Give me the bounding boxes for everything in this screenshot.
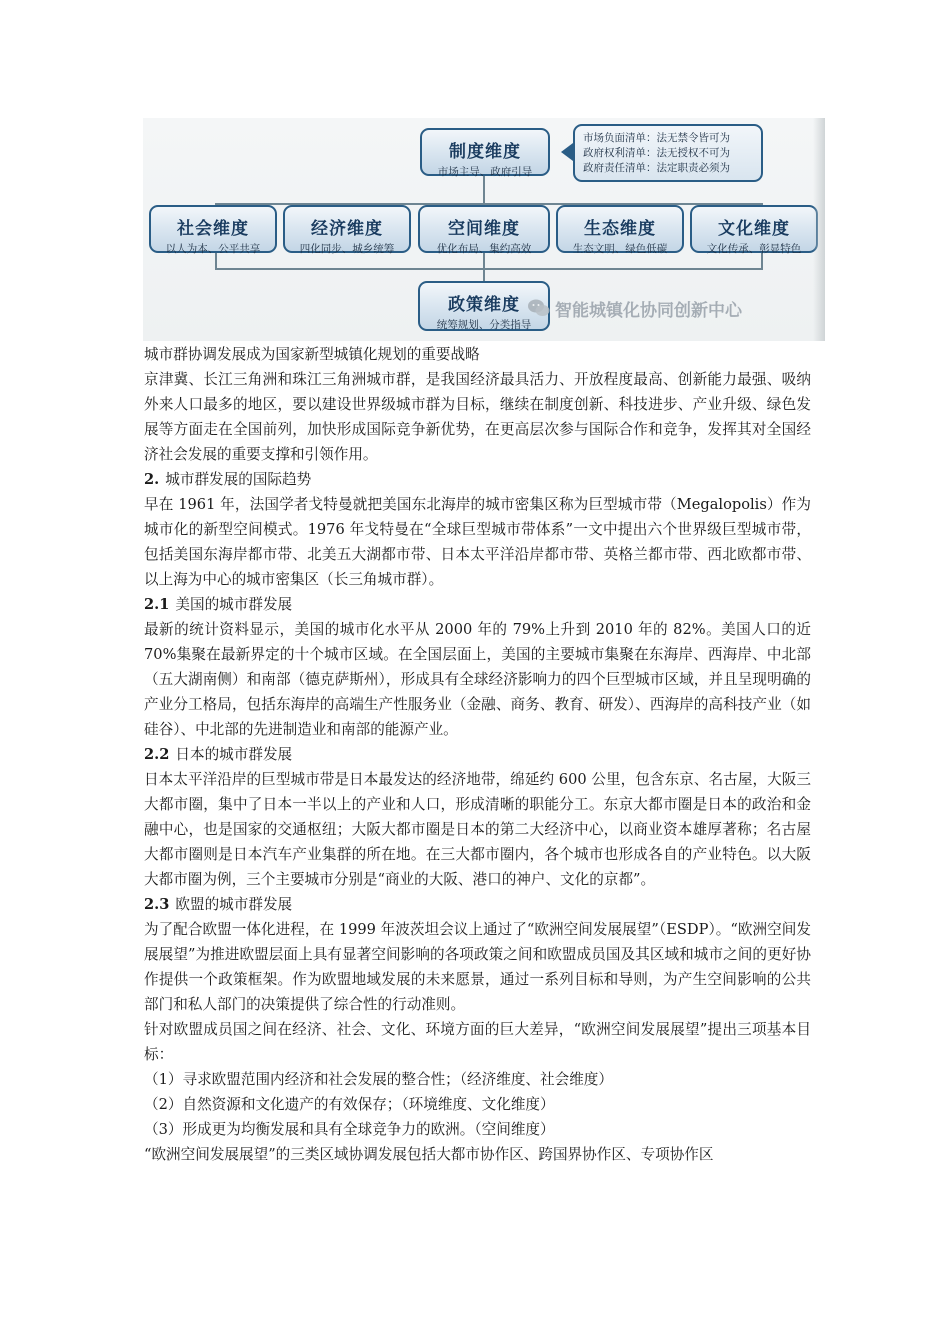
box-title: 制度维度 — [449, 142, 521, 162]
watermark-text: 智能城镇化协同创新中心 — [555, 301, 742, 321]
box-subtitle: 以人为本、公平共享 — [165, 243, 261, 255]
section-title: 日本的城市群发展 — [175, 746, 293, 763]
section-number: 2.2 — [144, 746, 170, 763]
box-subtitle: 统筹规划、分类指导 — [436, 319, 532, 331]
section-title: 美国的城市群发展 — [175, 596, 293, 613]
figure-caption: 城市群协调发展成为国家新型城镇化规划的重要战略 — [144, 346, 480, 363]
article-body — [144, 342, 811, 1167]
social-dimension-box — [149, 205, 277, 253]
ecological-dimension-box — [556, 205, 684, 253]
paragraph: “欧洲空间发展展望”的三类区域协调发展包括大都市协作区、跨国界协作区、专项协作区 — [144, 1146, 714, 1163]
section-title: 欧盟的城市群发展 — [175, 896, 293, 913]
note-line: 政府责任清单：法定职责必须为 — [583, 162, 730, 174]
box-subtitle: 优化布局、集约高效 — [436, 243, 532, 255]
section-number: 2.3 — [144, 896, 170, 913]
box-subtitle: 文化传承、彰显特色 — [706, 243, 802, 255]
box-title: 社会维度 — [177, 219, 249, 239]
cultural-dimension-box — [690, 205, 818, 253]
section-heading — [144, 892, 811, 917]
box-title: 生态维度 — [584, 219, 656, 239]
arrow-left-icon — [561, 143, 573, 161]
note-line: 政府权利清单：法无授权不可为 — [583, 147, 730, 159]
section-heading — [144, 592, 811, 617]
note-line: 市场负面清单：法无禁令皆可为 — [583, 132, 730, 144]
box-title: 政策维度 — [448, 295, 520, 315]
paragraph: 京津冀、长江三角洲和珠江三角洲城市群，是我国经济最具活力、开放程度最高、创新能力最强、吸纳外来人口最多的地区，要以建设世界级城市群为目标，继续在制度创新、科技进步、产业升级、绿色发展等方面走在全国前列，加快形成国际竞争新优势，在更高层次参与国际合作和竞争，发挥其对全国经济社会发展的重要支撑和引领作用。 — [144, 371, 811, 463]
paragraph: 早在 1961 年，法国学者戈特曼就把美国东北海岸的城市密集区称为巨型城市带（Megalopolis）作为城市化的新型空间模式。1976 年戈特曼在“全球巨型城市带体系”一文中提出六个世界级巨型城市带，包括美国东海岸都市带、北美五大湖都市带、日本太平洋沿岸都市带、英格兰都市带、西北欧都市带、以上海为中心的城市密集区（长三角城市群）。 — [144, 496, 811, 588]
section-heading — [144, 742, 811, 767]
section-number: 2.1 — [144, 596, 170, 613]
economic-dimension-box — [283, 205, 411, 253]
institution-dimension-box — [420, 128, 550, 176]
box-subtitle: 生态文明、绿色低碳 — [572, 243, 668, 255]
connector-bottom-horizontal — [215, 268, 763, 270]
box-title: 空间维度 — [448, 219, 520, 239]
spatial-dimension-box — [418, 205, 550, 253]
wechat-logo-icon — [527, 298, 551, 318]
box-subtitle: 四化同步、城乡统筹 — [299, 243, 395, 255]
paragraph: 最新的统计资料显示，美国的城市化水平从 2000 年的 79%上升到 2010 年的 82%。美国人口的近 70%集聚在最新界定的十个城市区域。在全国层面上，美国的主要城市集聚在东海岸、西海岸、中北部（五大湖南侧）和南部（德克萨斯州），形成具有全球经济影响力的四个巨型城市区域，并且呈现明确的产业分工格局，包括东海岸的高端生产性服务业（金融、商务、教育、研发）、西海岸的高科技产业（如硅谷）、中北部的先进制造业和南部的能源产业。 — [144, 621, 811, 738]
dimension-diagram — [143, 118, 825, 341]
section-number: 2. — [144, 471, 160, 488]
image-edge-shade — [813, 118, 825, 341]
box-title: 文化维度 — [718, 219, 790, 239]
section-title: 城市群发展的国际趋势 — [165, 471, 312, 488]
box-title: 经济维度 — [311, 219, 383, 239]
list-item: （1）寻求欧盟范围内经济和社会发展的整合性；（经济维度、社会维度） — [144, 1071, 613, 1088]
paragraph: 针对欧盟成员国之间在经济、社会、文化、环境方面的巨大差异，“欧洲空间发展展望”提出三项基本目标： — [144, 1021, 811, 1063]
paragraph: 为了配合欧盟一体化进程，在 1999 年波茨坦会议上通过了“欧洲空间发展展望”（ESDP）。“欧洲空间发展展望”为推进欧盟层面上具有显著空间影响的各项政策之间和欧盟成员国及其区域和城市之间的更好协作提供一个政策框架。作为欧盟地域发展的未来愿景，通过一系列目标和导则，为产生空间影响的公共部门和私人部门的决策提供了综合性的行动准则。 — [144, 921, 811, 1013]
section-heading — [144, 467, 811, 492]
paragraph: 日本太平洋沿岸的巨型城市带是日本最发达的经济地带，绵延约 600 公里，包含东京、名古屋，大阪三大都市圈，集中了日本一半以上的产业和人口，形成清晰的职能分工。东京大都市圈是日本的政治和金融中心，也是国家的交通枢纽；大阪大都市圈是日本的第二大经济中心，以商业资本雄厚著称；名古屋大都市圈则是日本汽车产业集群的所在地。在三大都市圈内，各个城市也形成各自的产业特色。以大阪大都市圈为例，三个主要城市分别是“商业的大阪、港口的神户、文化的京都”。 — [144, 771, 811, 888]
list-item: （3）形成更为均衡发展和具有全球竞争力的欧洲。（空间维度） — [144, 1121, 555, 1138]
list-item: （2）自然资源和文化遗产的有效保存；（环境维度、文化维度） — [144, 1096, 555, 1113]
list-note-box — [573, 124, 763, 182]
box-subtitle: 市场主导、政府引导 — [437, 166, 533, 178]
